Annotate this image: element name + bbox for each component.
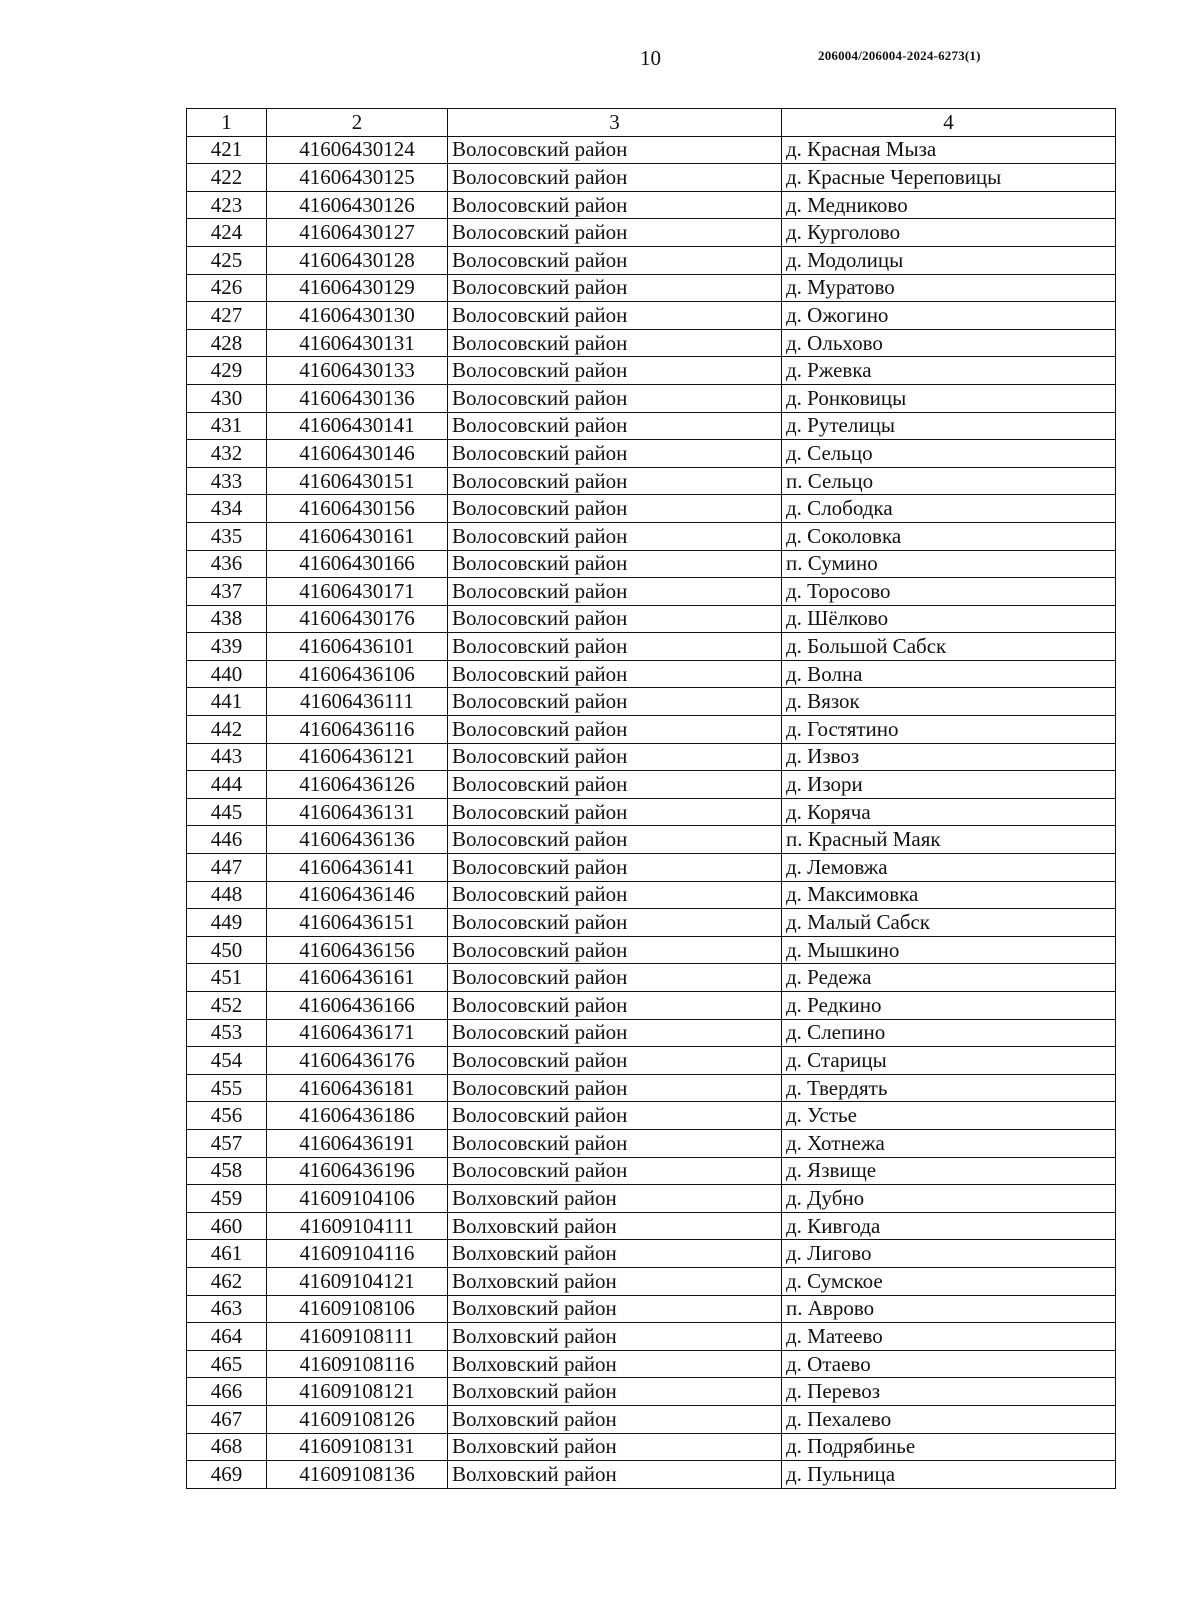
table-row [187, 743, 1116, 771]
settlement-name: д. Ржевка [782, 357, 1116, 385]
row-number: 459 [187, 1185, 267, 1213]
oktmo-code: 41606436176 [267, 1047, 448, 1075]
district-name: Волосовский район [448, 854, 782, 882]
row-number: 447 [187, 854, 267, 882]
row-number: 428 [187, 329, 267, 357]
column-header-2: 2 [267, 109, 448, 137]
row-number: 454 [187, 1047, 267, 1075]
row-number: 448 [187, 881, 267, 909]
table-row [187, 1461, 1116, 1489]
district-name: Волосовский район [448, 743, 782, 771]
page-number: 10 [640, 46, 661, 70]
oktmo-code: 41609104111 [267, 1212, 448, 1240]
row-number: 421 [187, 136, 267, 164]
table-row [187, 716, 1116, 744]
table-row [187, 329, 1116, 357]
settlement-name: д. Пульница [782, 1461, 1116, 1489]
oktmo-code: 41609108126 [267, 1405, 448, 1433]
column-header-4: 4 [782, 109, 1116, 137]
row-number: 429 [187, 357, 267, 385]
table-row [187, 1185, 1116, 1213]
row-number: 432 [187, 440, 267, 468]
table-row [187, 826, 1116, 854]
settlement-name: д. Старицы [782, 1047, 1116, 1075]
settlement-name: д. Кивгода [782, 1212, 1116, 1240]
settlement-name: п. Красный Маяк [782, 826, 1116, 854]
oktmo-code: 41606436146 [267, 881, 448, 909]
table-row [187, 1323, 1116, 1351]
row-number: 437 [187, 578, 267, 606]
oktmo-code: 41606430126 [267, 191, 448, 219]
settlement-name: д. Хотнежа [782, 1129, 1116, 1157]
table-row [187, 1267, 1116, 1295]
settlement-name: д. Сумское [782, 1267, 1116, 1295]
settlement-name: п. Аврово [782, 1295, 1116, 1323]
oktmo-code: 41609108106 [267, 1295, 448, 1323]
row-number: 422 [187, 164, 267, 192]
district-name: Волосовский район [448, 495, 782, 523]
settlement-name: д. Волна [782, 660, 1116, 688]
oktmo-code: 41606436166 [267, 992, 448, 1020]
table-row [187, 660, 1116, 688]
table-row [187, 771, 1116, 799]
settlement-name: д. Изори [782, 771, 1116, 799]
oktmo-code: 41606430151 [267, 467, 448, 495]
settlement-name: д. Слободка [782, 495, 1116, 523]
district-name: Волосовский район [448, 992, 782, 1020]
row-number: 423 [187, 191, 267, 219]
district-name: Волосовский район [448, 522, 782, 550]
district-name: Волосовский район [448, 909, 782, 937]
row-number: 468 [187, 1433, 267, 1461]
district-name: Волосовский район [448, 1019, 782, 1047]
district-name: Волосовский район [448, 660, 782, 688]
district-name: Волосовский район [448, 633, 782, 661]
oktmo-code: 41606430127 [267, 219, 448, 247]
oktmo-code: 41606436161 [267, 964, 448, 992]
row-number: 425 [187, 246, 267, 274]
settlement-name: д. Ольхово [782, 329, 1116, 357]
row-number: 465 [187, 1350, 267, 1378]
table-row [187, 1102, 1116, 1130]
district-name: Волосовский район [448, 219, 782, 247]
row-number: 467 [187, 1405, 267, 1433]
row-number: 435 [187, 522, 267, 550]
settlement-name: д. Малый Сабск [782, 909, 1116, 937]
oktmo-code: 41609108121 [267, 1378, 448, 1406]
table-row [187, 992, 1116, 1020]
oktmo-code: 41606430124 [267, 136, 448, 164]
district-name: Волосовский район [448, 1129, 782, 1157]
row-number: 445 [187, 798, 267, 826]
row-number: 461 [187, 1240, 267, 1268]
row-number: 430 [187, 384, 267, 412]
settlement-name: д. Редежа [782, 964, 1116, 992]
column-header-1: 1 [187, 109, 267, 137]
settlement-name: д. Гостятино [782, 716, 1116, 744]
settlement-name: д. Мышкино [782, 936, 1116, 964]
settlement-name: д. Рутелицы [782, 412, 1116, 440]
row-number: 452 [187, 992, 267, 1020]
district-name: Волосовский район [448, 771, 782, 799]
table-row [187, 467, 1116, 495]
district-name: Волосовский район [448, 246, 782, 274]
oktmo-code: 41606430129 [267, 274, 448, 302]
row-number: 464 [187, 1323, 267, 1351]
table-body [187, 136, 1116, 1488]
table-row [187, 964, 1116, 992]
table-row [187, 909, 1116, 937]
district-name: Волховский район [448, 1212, 782, 1240]
table-row [187, 384, 1116, 412]
oktmo-code: 41609108131 [267, 1433, 448, 1461]
district-name: Волховский район [448, 1378, 782, 1406]
settlement-name: д. Ожогино [782, 302, 1116, 330]
settlement-name: д. Пехалево [782, 1405, 1116, 1433]
district-name: Волосовский район [448, 936, 782, 964]
settlement-name: д. Подрябинье [782, 1433, 1116, 1461]
oktmo-code: 41609104121 [267, 1267, 448, 1295]
district-name: Волосовский район [448, 274, 782, 302]
district-name: Волосовский район [448, 578, 782, 606]
row-number: 439 [187, 633, 267, 661]
settlement-name: д. Красные Череповицы [782, 164, 1116, 192]
table-row [187, 881, 1116, 909]
row-number: 458 [187, 1157, 267, 1185]
table-row [187, 936, 1116, 964]
district-name: Волосовский район [448, 1074, 782, 1102]
oktmo-code: 41606430156 [267, 495, 448, 523]
row-number: 450 [187, 936, 267, 964]
oktmo-code: 41606430131 [267, 329, 448, 357]
table-header-row [187, 109, 1116, 137]
settlement-name: д. Коряча [782, 798, 1116, 826]
oktmo-code: 41606436171 [267, 1019, 448, 1047]
settlement-name: д. Большой Сабск [782, 633, 1116, 661]
settlement-name: д. Устье [782, 1102, 1116, 1130]
table-row [187, 357, 1116, 385]
row-number: 427 [187, 302, 267, 330]
row-number: 462 [187, 1267, 267, 1295]
district-name: Волосовский район [448, 191, 782, 219]
settlement-name: д. Редкино [782, 992, 1116, 1020]
row-number: 426 [187, 274, 267, 302]
settlement-name: д. Соколовка [782, 522, 1116, 550]
oktmo-code: 41606430171 [267, 578, 448, 606]
district-name: Волосовский район [448, 302, 782, 330]
table-row [187, 1157, 1116, 1185]
row-number: 466 [187, 1378, 267, 1406]
row-number: 456 [187, 1102, 267, 1130]
district-name: Волосовский район [448, 440, 782, 468]
district-name: Волосовский район [448, 164, 782, 192]
settlement-name: д. Медниково [782, 191, 1116, 219]
district-name: Волосовский район [448, 412, 782, 440]
row-number: 441 [187, 688, 267, 716]
settlement-name: д. Шёлково [782, 605, 1116, 633]
table-row [187, 578, 1116, 606]
district-name: Волосовский район [448, 605, 782, 633]
row-number: 460 [187, 1212, 267, 1240]
district-name: Волосовский район [448, 716, 782, 744]
settlement-name: д. Торосово [782, 578, 1116, 606]
district-name: Волховский район [448, 1323, 782, 1351]
row-number: 463 [187, 1295, 267, 1323]
oktmo-code: 41606430128 [267, 246, 448, 274]
district-name: Волосовский район [448, 384, 782, 412]
settlement-name: д. Курголово [782, 219, 1116, 247]
oktmo-code: 41606430133 [267, 357, 448, 385]
table-row [187, 246, 1116, 274]
table-row [187, 136, 1116, 164]
district-name: Волховский район [448, 1295, 782, 1323]
oktmo-code: 41606436106 [267, 660, 448, 688]
table-row [187, 274, 1116, 302]
row-number: 436 [187, 550, 267, 578]
district-name: Волосовский район [448, 688, 782, 716]
table-row [187, 1074, 1116, 1102]
oktmo-code: 41606436126 [267, 771, 448, 799]
settlement-name: д. Матеево [782, 1323, 1116, 1351]
oktmo-code: 41606436116 [267, 716, 448, 744]
oktmo-code: 41606430130 [267, 302, 448, 330]
district-name: Волосовский район [448, 1047, 782, 1075]
table-row [187, 1350, 1116, 1378]
district-name: Волосовский район [448, 329, 782, 357]
table-row [187, 633, 1116, 661]
settlement-name: п. Сумино [782, 550, 1116, 578]
settlement-name: д. Перевоз [782, 1378, 1116, 1406]
row-number: 434 [187, 495, 267, 523]
district-name: Волховский район [448, 1267, 782, 1295]
district-name: Волховский район [448, 1433, 782, 1461]
settlement-name: д. Дубно [782, 1185, 1116, 1213]
district-name: Волосовский район [448, 1157, 782, 1185]
oktmo-code: 41606436136 [267, 826, 448, 854]
settlement-name: д. Красная Мыза [782, 136, 1116, 164]
table-row [187, 522, 1116, 550]
oktmo-code: 41606430161 [267, 522, 448, 550]
district-name: Волховский район [448, 1350, 782, 1378]
oktmo-code: 41609104116 [267, 1240, 448, 1268]
row-number: 457 [187, 1129, 267, 1157]
row-number: 440 [187, 660, 267, 688]
table-row [187, 1433, 1116, 1461]
row-number: 449 [187, 909, 267, 937]
table-row [187, 688, 1116, 716]
oktmo-code: 41606436156 [267, 936, 448, 964]
table-row [187, 1212, 1116, 1240]
settlement-name: д. Муратово [782, 274, 1116, 302]
settlement-name: д. Сельцо [782, 440, 1116, 468]
table-row [187, 550, 1116, 578]
district-name: Волховский район [448, 1240, 782, 1268]
settlement-name: д. Язвище [782, 1157, 1116, 1185]
oktmo-code: 41609108111 [267, 1323, 448, 1351]
oktmo-code: 41606436101 [267, 633, 448, 661]
row-number: 424 [187, 219, 267, 247]
settlement-name: д. Отаево [782, 1350, 1116, 1378]
oktmo-code: 41606430176 [267, 605, 448, 633]
document-reference: 206004/206004-2024-6273(1) [818, 48, 981, 63]
settlement-name: д. Твердять [782, 1074, 1116, 1102]
table-row [187, 440, 1116, 468]
row-number: 431 [187, 412, 267, 440]
table-row [187, 1240, 1116, 1268]
oktmo-code: 41606436131 [267, 798, 448, 826]
settlement-name: д. Извоз [782, 743, 1116, 771]
oktmo-code: 41609104106 [267, 1185, 448, 1213]
oktmo-code: 41606436181 [267, 1074, 448, 1102]
table-row [187, 605, 1116, 633]
table-row [187, 1129, 1116, 1157]
district-name: Волосовский район [448, 964, 782, 992]
table-row [187, 191, 1116, 219]
settlement-name: д. Лигово [782, 1240, 1116, 1268]
oktmo-code: 41606436121 [267, 743, 448, 771]
oktmo-code: 41606436186 [267, 1102, 448, 1130]
table-row [187, 495, 1116, 523]
settlement-name: д. Ронковицы [782, 384, 1116, 412]
district-name: Волосовский район [448, 1102, 782, 1130]
table-row [187, 1378, 1116, 1406]
oktmo-code: 41609108136 [267, 1461, 448, 1489]
district-name: Волосовский район [448, 357, 782, 385]
row-number: 446 [187, 826, 267, 854]
district-name: Волосовский район [448, 550, 782, 578]
table-row [187, 219, 1116, 247]
district-name: Волосовский район [448, 136, 782, 164]
table-row [187, 302, 1116, 330]
oktmo-code: 41606430166 [267, 550, 448, 578]
row-number: 438 [187, 605, 267, 633]
oktmo-code: 41606436141 [267, 854, 448, 882]
column-header-3: 3 [448, 109, 782, 137]
row-number: 433 [187, 467, 267, 495]
district-name: Волховский район [448, 1185, 782, 1213]
district-name: Волховский район [448, 1461, 782, 1489]
settlement-name: д. Лемовжа [782, 854, 1116, 882]
oktmo-code: 41606430141 [267, 412, 448, 440]
settlement-name: д. Вязок [782, 688, 1116, 716]
district-name: Волосовский район [448, 798, 782, 826]
table-row [187, 854, 1116, 882]
district-name: Волховский район [448, 1405, 782, 1433]
row-number: 469 [187, 1461, 267, 1489]
oktmo-code: 41606436111 [267, 688, 448, 716]
settlements-table [186, 108, 1116, 1489]
table-row [187, 1405, 1116, 1433]
table-row [187, 1019, 1116, 1047]
table-row [187, 412, 1116, 440]
row-number: 442 [187, 716, 267, 744]
row-number: 453 [187, 1019, 267, 1047]
oktmo-code: 41606430136 [267, 384, 448, 412]
settlement-name: д. Модолицы [782, 246, 1116, 274]
oktmo-code: 41606436191 [267, 1129, 448, 1157]
row-number: 443 [187, 743, 267, 771]
district-name: Волосовский район [448, 467, 782, 495]
table-row [187, 1047, 1116, 1075]
district-name: Волосовский район [448, 881, 782, 909]
row-number: 455 [187, 1074, 267, 1102]
table-row [187, 1295, 1116, 1323]
oktmo-code: 41606430125 [267, 164, 448, 192]
oktmo-code: 41606436151 [267, 909, 448, 937]
settlement-name: п. Сельцо [782, 467, 1116, 495]
table-row [187, 164, 1116, 192]
table-row [187, 798, 1116, 826]
settlement-name: д. Слепино [782, 1019, 1116, 1047]
row-number: 451 [187, 964, 267, 992]
oktmo-code: 41606436196 [267, 1157, 448, 1185]
oktmo-code: 41609108116 [267, 1350, 448, 1378]
district-name: Волосовский район [448, 826, 782, 854]
row-number: 444 [187, 771, 267, 799]
settlement-name: д. Максимовка [782, 881, 1116, 909]
oktmo-code: 41606430146 [267, 440, 448, 468]
